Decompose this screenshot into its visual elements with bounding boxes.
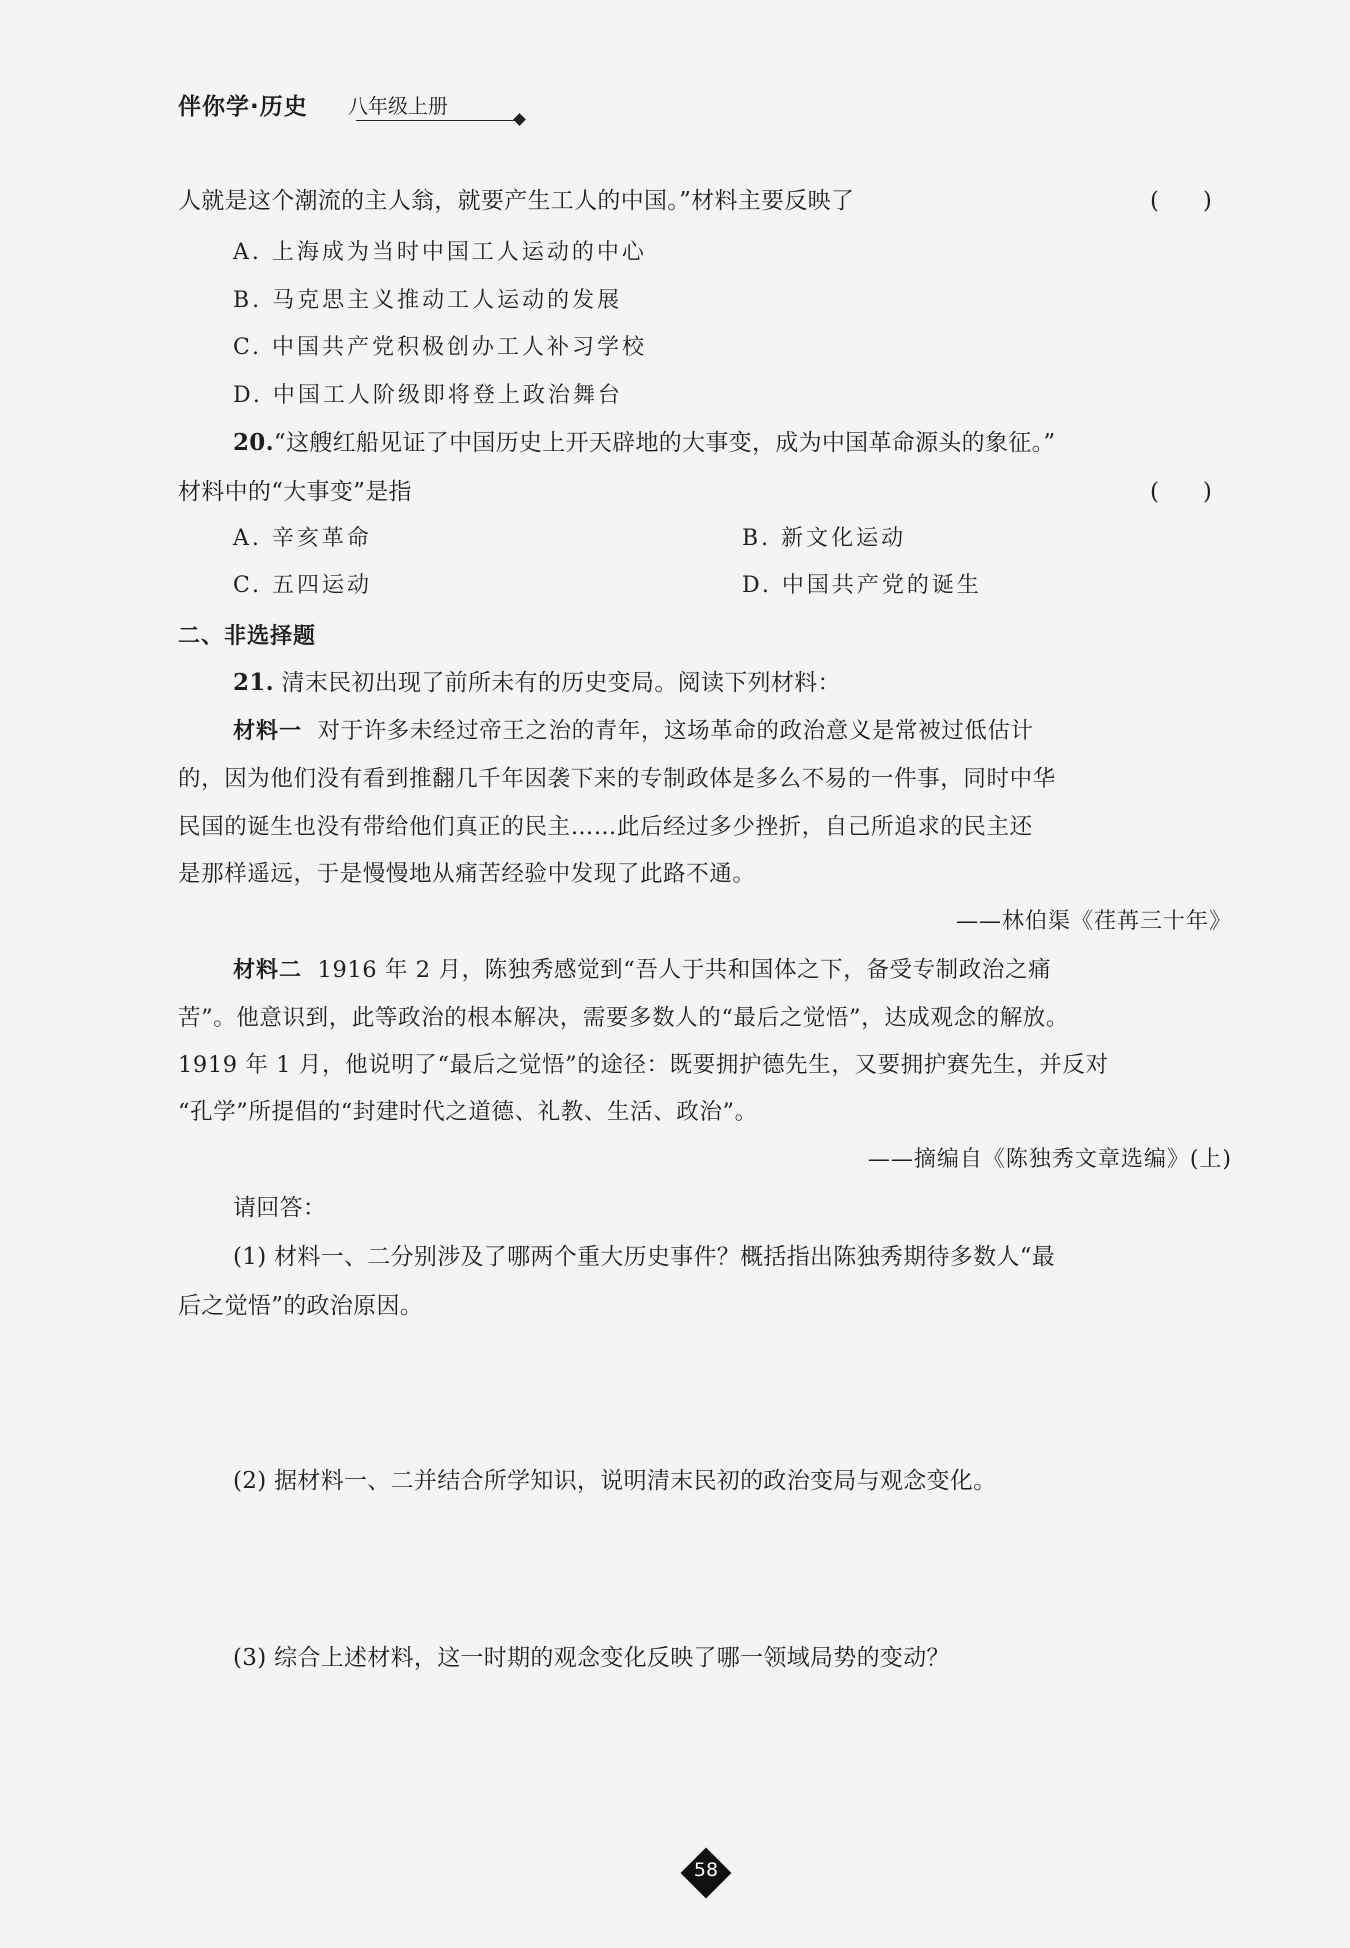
material2-source: ——摘编自《陈独秀文章选编》(上) bbox=[867, 1147, 1232, 1172]
section-title: 二、非选择题 bbox=[178, 624, 317, 649]
sub-question-3: (3) 综合上述材料，这一时期的观念变化反映了哪一领域局势的变动？ bbox=[233, 1645, 950, 1671]
page-number: 58 bbox=[693, 1859, 719, 1881]
q20-option-c: C. 五四运动 bbox=[233, 573, 373, 598]
q19-option-d: D. 中国工人阶级即将登上政治舞台 bbox=[233, 383, 623, 408]
q20-answer-bracket: ( ) bbox=[1150, 479, 1212, 505]
material2-line3: 1919 年 1 月，他说明了“最后之觉悟”的途径：既要拥护德先生，又要拥护赛先生，并反对 bbox=[178, 1052, 1109, 1078]
material2-label: 材料二 bbox=[233, 958, 303, 983]
q20-option-d: D. 中国共产党的诞生 bbox=[742, 573, 982, 598]
material2-line4: “孔学”所提倡的“封建时代之道德、礼教、生活、政治”。 bbox=[178, 1099, 758, 1125]
grade-label: 八年级上册 bbox=[348, 94, 448, 118]
sub-question-1-line2: 后之觉悟”的政治原因。 bbox=[178, 1293, 424, 1319]
header-diamond-icon bbox=[513, 113, 526, 126]
material1-text-1: 对于许多未经过帝王之治的青年，这场革命的政治意义是常被过低估计 bbox=[317, 718, 1034, 744]
material1-source: ——林伯渠《荏苒三十年》 bbox=[955, 909, 1232, 934]
q20-stem-line2: 材料中的“大事变”是指 bbox=[178, 479, 412, 505]
material1-line1 bbox=[233, 716, 1034, 747]
q20-line1-text: “这艘红船见证了中国历史上开天辟地的大事变，成为中国革命源头的象征。” bbox=[273, 430, 1056, 456]
page-number-badge bbox=[681, 1848, 731, 1898]
q20-stem-line1 bbox=[233, 428, 1055, 458]
sub-question-2: (2) 据材料一、二并结合所学知识，说明清末民初的政治变局与观念变化。 bbox=[233, 1468, 997, 1494]
q21-intro-text: 清末民初出现了前所未有的历史变局。阅读下列材料： bbox=[281, 670, 841, 696]
q21-number: 21. bbox=[233, 669, 274, 696]
q20-number: 20. bbox=[233, 429, 274, 456]
book-title: 伴你学·历史 bbox=[178, 94, 308, 120]
q19-option-b: B. 马克思主义推动工人运动的发展 bbox=[233, 288, 623, 313]
q19-option-c: C. 中国共产党积极创办工人补习学校 bbox=[233, 335, 648, 360]
material2-line2: 苦”。他意识到，此等政治的根本解决，需要多数人的“最后之觉悟”，达成观念的解放。 bbox=[178, 1005, 1070, 1031]
answer-prompt: 请回答： bbox=[233, 1195, 327, 1221]
q20-option-b: B. 新文化运动 bbox=[742, 526, 907, 551]
q19-stem-tail: 人就是这个潮流的主人翁，就要产生工人的中国。”材料主要反映了 bbox=[178, 188, 855, 214]
q20-option-a: A. 辛亥革命 bbox=[233, 526, 372, 551]
material1-line2: 的，因为他们没有看到推翻几千年因袭下来的专制政体是多么不易的一件事，同时中华 bbox=[178, 766, 1056, 792]
header-rule bbox=[356, 120, 516, 121]
q21-intro bbox=[233, 668, 841, 698]
material1-line4: 是那样遥远，于是慢慢地从痛苦经验中发现了此路不通。 bbox=[178, 861, 756, 887]
q19-answer-bracket: ( ) bbox=[1150, 188, 1212, 214]
q19-option-a: A. 上海成为当时中国工人运动的中心 bbox=[233, 240, 647, 265]
material1-label: 材料一 bbox=[233, 719, 303, 744]
material1-line3: 民国的诞生也没有带给他们真正的民主……此后经过多少挫折，自己所追求的民主还 bbox=[178, 814, 1033, 840]
material2-text-1: 1916 年 2 月，陈独秀感觉到“吾人于共和国体之下，备受专制政治之痛 bbox=[317, 957, 1052, 983]
material2-line1 bbox=[233, 955, 1051, 986]
sub-question-1-line1: (1) 材料一、二分别涉及了哪两个重大历史事件？概括指出陈独秀期待多数人“最 bbox=[233, 1244, 1056, 1270]
